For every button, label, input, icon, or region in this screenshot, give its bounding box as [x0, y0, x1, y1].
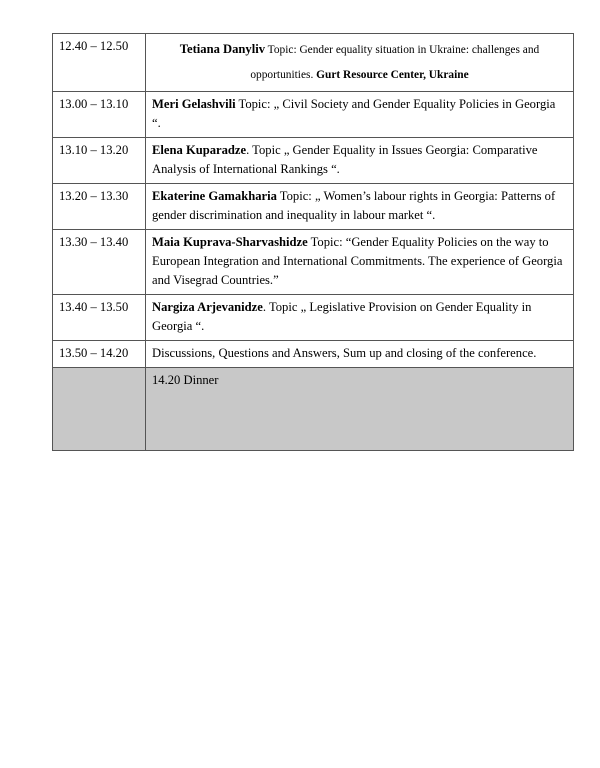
content-cell [146, 34, 574, 92]
speaker-name: Maia Kuprava-Sharvashidze [152, 235, 308, 249]
table-row [53, 230, 574, 295]
topic-text: Topic: “Gender Equality Policies on the way to European Integration and International Commitments. The experience of Georgia and Visegrad Countries.” [152, 235, 563, 287]
table-row [53, 92, 574, 138]
time-cell: 13.40 – 13.50 [53, 295, 146, 341]
topic-text: Topic: Gender equality situation in Ukraine: challenges and opportunities. [250, 44, 540, 81]
content-cell [146, 230, 574, 295]
content-cell [146, 92, 574, 138]
topic-text: . Topic „ Legislative Provision on Gender Equality in Georgia “. [152, 300, 532, 333]
topic-text: Topic: „ Women’s labour rights in Georgia: Patterns of gender discrimination and inequality in labour market “. [152, 189, 556, 222]
dinner-row [53, 368, 574, 451]
content-cell [146, 184, 574, 230]
agenda-table [52, 33, 574, 451]
content-cell [146, 295, 574, 341]
table-row [53, 138, 574, 184]
time-cell: 13.50 – 14.20 [53, 341, 146, 368]
dinner-cell: 14.20 Dinner [146, 368, 574, 451]
time-cell: 13.30 – 13.40 [53, 230, 146, 295]
table-row [53, 341, 574, 368]
speaker-name: Ekaterine Gamakharia [152, 189, 277, 203]
topic-text: Topic: „ Civil Society and Gender Equality Policies in Georgia “. [152, 97, 556, 130]
table-row [53, 295, 574, 341]
time-cell: 13.10 – 13.20 [53, 138, 146, 184]
speaker-name: Meri Gelashvili [152, 97, 236, 111]
content-cell [146, 138, 574, 184]
table-row [53, 34, 574, 92]
topic-text: . Topic „ Gender Equality in Issues Georgia: Comparative Analysis of International Rankings “. [152, 143, 538, 176]
time-cell: 13.00 – 13.10 [53, 92, 146, 138]
time-cell: 12.40 – 12.50 [53, 34, 146, 92]
speaker-name: Nargiza Arjevanidze [152, 300, 263, 314]
table-row [53, 184, 574, 230]
speaker-name: Tetiana Danyliv [179, 42, 266, 56]
organization-name: Gurt Resource Center, Ukraine [316, 69, 469, 81]
empty-time-cell [53, 368, 146, 451]
speaker-name: Elena Kuparadze [152, 143, 247, 157]
content-cell: Discussions, Questions and Answers, Sum up and closing of the conference. [146, 341, 574, 368]
time-cell: 13.20 – 13.30 [53, 184, 146, 230]
